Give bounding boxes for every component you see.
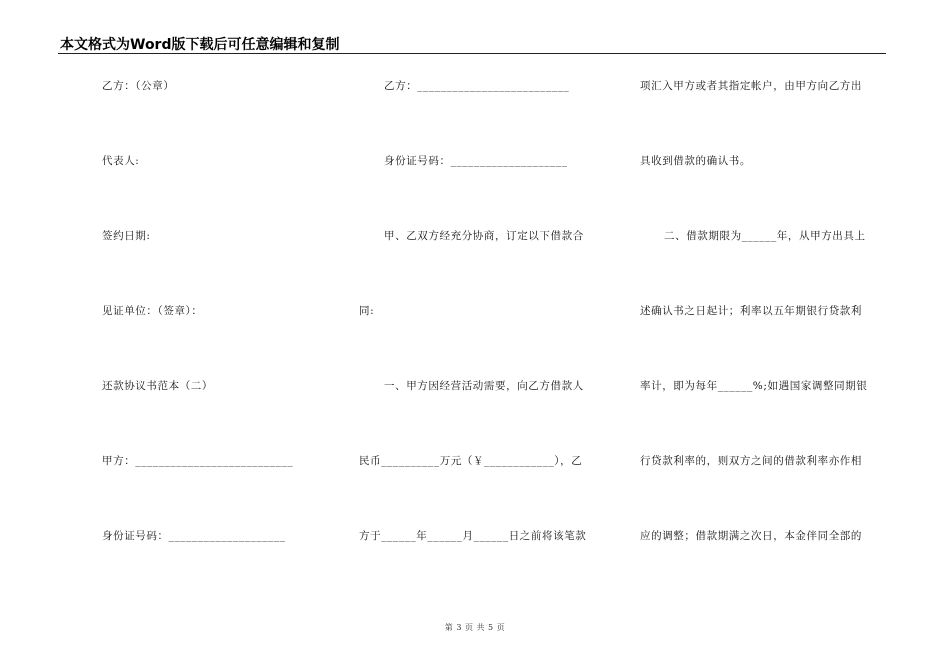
text-line: 甲方：___________________________ xyxy=(102,455,294,467)
text-line: 身份证号码：____________________ xyxy=(384,155,568,167)
header-divider xyxy=(58,53,886,54)
text-line: 一、甲方因经营活动需要，向乙方借款人 xyxy=(384,380,584,392)
page-number-footer: 第 3 页 共 5 页 xyxy=(444,623,506,632)
text-line: 述确认书之日起计；利率以五年期银行贷款利 xyxy=(640,305,862,317)
text-line: 民币__________万元（￥____________），乙 xyxy=(359,455,583,467)
text-line: 行贷款利率的，则双方之间的借款利率亦作相 xyxy=(640,455,862,467)
text-line: 代表人: xyxy=(102,155,140,167)
text-line: 应的调整；借款期满之次日，本金伴同全部的 xyxy=(640,530,862,542)
text-line: 见证单位：（签章）： xyxy=(102,305,203,317)
document-header-title: 本文格式为Word版下载后可任意编辑和复制 xyxy=(60,37,340,53)
text-line: 具收到借款的确认书。 xyxy=(640,155,751,167)
text-line: 签约日期: xyxy=(102,230,151,242)
text-line: 同: xyxy=(359,305,375,317)
text-line: 二、借款期限为______年，从甲方出具上 xyxy=(664,230,866,242)
text-line: 率计，即为每年______%;如遇国家调整同期银 xyxy=(640,380,868,392)
text-line: 乙方：__________________________ xyxy=(384,80,570,92)
text-line: 乙方：（公章） xyxy=(102,80,175,92)
text-line: 还款协议书范本（二） xyxy=(102,380,213,392)
text-line: 方于______年______月______日之前将该笔款 xyxy=(359,530,587,542)
text-line: 身份证号码：____________________ xyxy=(102,530,286,542)
text-line: 项汇入甲方或者其指定帐户，由甲方向乙方出 xyxy=(640,80,862,92)
text-line: 甲、乙双方经充分协商，订定以下借款合 xyxy=(384,230,584,242)
